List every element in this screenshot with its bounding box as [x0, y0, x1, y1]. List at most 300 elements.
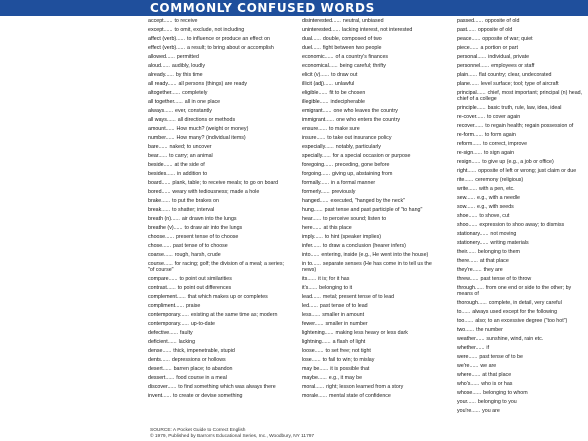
word-entry: reform...... to correct, improve [457, 141, 528, 148]
entry-definition: barren place; to abandon [173, 366, 233, 373]
entry-definition: e.g., with seeds [476, 204, 514, 211]
entry-definition: always used except for the following [472, 309, 558, 316]
entry-word: affect (verb) [148, 36, 177, 42]
entry-definition: to take out insurance policy [327, 135, 392, 141]
entry-definition: fight between two people [322, 45, 382, 51]
entry-word: rite [457, 177, 465, 184]
entry-definition: all persons (things) are ready [178, 81, 248, 87]
entry-definition: to omit, exclude, not including [174, 27, 245, 33]
entry-word: may be [302, 366, 320, 373]
entry-word: threw [457, 276, 470, 283]
entry-definition: to point out differences [177, 285, 232, 292]
entry-word: write [457, 186, 469, 193]
entry-word: contemporary [148, 321, 180, 328]
entry-word: elicit (v) [302, 72, 321, 78]
word-entry: plane...... level surface; tool; type of aircraft [457, 81, 559, 87]
word-entry: who's...... who is or has [457, 381, 513, 388]
entry-definition: of a country's finances [335, 54, 389, 60]
entry-word: principal [457, 90, 477, 96]
entry-definition: belonging to you [477, 399, 517, 406]
entry-word: it's [302, 285, 309, 292]
word-entry: discover...... to find something which was always there [148, 384, 276, 391]
word-entry: morale...... mental state of confidence [302, 393, 391, 400]
entry-word: personal [457, 54, 478, 60]
entry-definition: making less heavy or less dark [335, 330, 408, 337]
word-entry: coarse...... rough, harsh, crude [148, 252, 221, 258]
word-entry: shoo...... expression to shoo away; to dismiss [457, 222, 565, 229]
entry-definition: to receive [174, 18, 198, 24]
word-entry: accept...... to receive [148, 18, 198, 24]
word-entry: disinterested...... neutral, unbiased [302, 18, 384, 24]
entry-word: altogether [148, 90, 172, 96]
entry-word: lead [302, 294, 313, 301]
entry-definition: metal; present tense of to lead [322, 294, 395, 301]
word-entry: less...... smaller in amount [302, 312, 365, 319]
entry-definition: at that place [482, 372, 512, 379]
entry-definition: entering, inside (e.g., He went into the house) [321, 252, 429, 258]
entry-word: invent [148, 393, 163, 400]
entry-word: bored [148, 189, 162, 195]
entry-word: led [302, 303, 310, 310]
word-entry: duel...... fight between two people [302, 45, 382, 51]
entry-word: illicit (adj) [302, 81, 325, 87]
entry-definition: past tense of to be [479, 354, 523, 361]
word-entry: thorough...... complete, in detail, very careful [457, 300, 562, 307]
entry-definition: not moving [490, 231, 517, 238]
entry-word: all together [148, 99, 174, 105]
word-entry: were...... past tense of to be [457, 354, 523, 361]
entry-word: imply [302, 234, 314, 240]
entry-definition: in a formal manner [331, 180, 376, 186]
column-3 [457, 18, 585, 417]
entry-definition: a flash of light [332, 339, 366, 346]
entry-definition: a portion or part [480, 45, 518, 51]
entry-definition: How many? (individual items) [176, 135, 246, 141]
entry-definition: naked; to uncover [169, 144, 212, 150]
entry-definition: lacking interest, not interested [342, 27, 413, 33]
entry-word: course [148, 261, 164, 267]
word-entry: all ways...... all directions or methods [148, 117, 236, 123]
entry-definition: to make sure [329, 126, 360, 132]
word-entry: piece...... a portion or part [457, 45, 518, 51]
entry-definition: belonging to them [477, 249, 520, 256]
word-entry: stationery...... writing materials [457, 240, 529, 247]
entry-definition: ever, constantly [175, 108, 212, 114]
word-entry: breath (n)...... air drawn into the lungs [148, 216, 237, 222]
entry-definition: in addition to [177, 171, 208, 177]
word-entry: re-cover...... to cover again [457, 114, 521, 121]
entry-word: in to [302, 261, 313, 267]
word-entry: defective...... faulty [148, 330, 193, 337]
entry-definition: unlawful [334, 81, 355, 87]
word-entry: re-form...... to form again [457, 132, 516, 139]
entry-definition: chief, most important; principal (n) head, chief of a college [457, 90, 583, 103]
entry-word: re-cover [457, 114, 477, 121]
entry-word: economic [302, 54, 325, 60]
word-entry: insure...... to take out insurance policy [302, 135, 392, 141]
entry-definition: that which makes up or completes [187, 294, 268, 301]
word-entry: peace...... opposite of war; quiet [457, 36, 533, 42]
entry-word: defective [148, 330, 170, 337]
entry-definition: writing materials [490, 240, 529, 247]
entry-word: moral [302, 384, 316, 391]
entry-word: compare [148, 276, 169, 283]
entry-word: compliment [148, 303, 176, 310]
entry-word: sow [457, 204, 467, 211]
word-entry: infer...... to draw a conclusion (hearer infers) [302, 243, 406, 249]
entry-definition: thick, impenetrable, stupid [173, 348, 235, 355]
word-entry: hear...... to perceive sound; listen to [302, 216, 387, 222]
word-entry: economical...... being careful; thrifty [302, 63, 386, 69]
entry-definition: to perceive sound; listen to [323, 216, 387, 222]
word-entry: lead...... metal; present tense of to lead [302, 294, 395, 301]
word-entry: compare...... to point out similarities [148, 276, 232, 283]
word-entry: especially...... notably, particularly [302, 144, 381, 150]
entry-definition: audibly, loudly [171, 63, 205, 69]
entry-word: effect (verb) [148, 45, 177, 51]
entry-definition: with a pen, etc. [479, 186, 515, 193]
entry-definition: sunshine, wind, rain etc. [486, 336, 544, 343]
entry-definition: to correct, improve [483, 141, 528, 148]
word-entry: aloud...... audibly, loudly [148, 63, 205, 69]
entry-definition: for racing; golf; the division of a meal; a series; "of course" [148, 261, 284, 274]
entry-definition: level surface; tool; type of aircraft [480, 81, 559, 87]
entry-word: always [148, 108, 165, 114]
word-entry: they're...... they are [457, 267, 503, 274]
entry-word: already [148, 72, 165, 78]
entry-definition: right; lesson learned from a story [326, 384, 404, 391]
entry-definition: permitted [176, 54, 199, 60]
entry-definition: to hint (speaker implies) [324, 234, 382, 240]
entry-word: formerly [302, 189, 321, 195]
word-entry: choose...... present tense of to choose [148, 234, 239, 240]
entry-definition: complete, in detail, very careful [488, 300, 562, 307]
source-footer [150, 428, 580, 439]
entry-word: shoe [457, 213, 469, 220]
entry-definition: indecipherable [330, 99, 365, 105]
word-entry: threw...... past tense of to throw [457, 276, 532, 283]
word-entry: through...... from one end or side to the other; by means of [457, 285, 572, 298]
entry-word: past [457, 27, 468, 33]
entry-word: number [148, 135, 166, 141]
word-entry: here...... at this place [302, 225, 352, 231]
word-entry: contemporary...... existing at the same time as; modern [148, 312, 278, 319]
entry-word: too [457, 318, 465, 325]
entry-word: two [457, 327, 466, 334]
word-entry: breathe (v)...... to draw air into the lungs [148, 225, 243, 231]
entry-word: lightening [302, 330, 325, 337]
entry-word: disinterested [302, 18, 333, 24]
word-entry: except...... to omit, exclude, not including [148, 27, 245, 33]
entry-word: they're [457, 267, 473, 274]
word-entry: sow...... e.g., with seeds [457, 204, 514, 211]
footer-copyright: © 1979, Published by Barron's Educational Series, Inc., Woodbury, NY 11797 [150, 433, 315, 439]
word-entry: shoe...... to shove, cut [457, 213, 510, 220]
word-entry: besides...... in addition to [148, 171, 208, 177]
word-entry: affect (verb)...... to influence or produce an effect on [148, 36, 270, 42]
entry-definition: by this time [175, 72, 203, 78]
entry-word: desert [148, 366, 163, 373]
word-entry: weather...... sunshine, wind, rain etc. [457, 336, 544, 343]
entry-definition: food course in a meal [176, 375, 227, 382]
entry-word: thorough [457, 300, 478, 307]
entry-definition: completely [182, 90, 208, 96]
word-entry: principle...... basic truth, rule, law, idea, ideal [457, 105, 562, 112]
entry-word: to [457, 309, 462, 316]
entry-word: contrast [148, 285, 167, 292]
word-entry: formerly...... previously [302, 189, 356, 195]
entry-definition: separate senses (He has come in to tell us the news) [302, 261, 432, 274]
entry-definition: e.g., with a needle [476, 195, 520, 202]
entry-word: uninterested [302, 27, 332, 33]
entry-word: aloud [148, 63, 161, 69]
entry-word: re-sign [457, 150, 474, 157]
entry-word: weather [457, 336, 476, 343]
entry-word: right [457, 168, 468, 175]
word-entry: there...... at that place [457, 258, 509, 265]
entry-word: maybe [302, 375, 318, 382]
word-entry: altogether...... completely [148, 90, 208, 96]
entry-word: complement [148, 294, 177, 301]
word-entry: lightening...... making less heavy or less dark [302, 330, 408, 337]
entry-word: your [457, 399, 468, 406]
word-entry: personnel...... employees or staff [457, 63, 535, 69]
word-entry: too...... also; to an excessive degree ("too hot") [457, 318, 568, 325]
entry-word: eligible [302, 90, 319, 96]
word-entry: invent...... to create or devise something [148, 393, 243, 400]
word-entry: dessert...... food course in a meal [148, 375, 227, 382]
entry-word: hear [302, 216, 313, 222]
entry-definition: expression to shoo away; to dismiss [479, 222, 565, 229]
word-entry: your...... belonging to you [457, 399, 517, 406]
entry-definition: previously [331, 189, 356, 195]
entry-definition: to find something which was always there [178, 384, 276, 391]
entry-definition: it is; for it has [318, 276, 350, 283]
entry-definition: if [486, 345, 490, 352]
entry-word: sew [457, 195, 467, 202]
entry-definition: lacking [178, 339, 196, 346]
word-entry: two...... the number [457, 327, 503, 334]
entry-definition: to carry; an animal [169, 153, 213, 159]
entry-definition: fit to be chosen [329, 90, 366, 96]
entry-definition: a result; to bring about or accomplish [187, 45, 274, 51]
entry-definition: notably, particularly [335, 144, 381, 150]
entry-word: insure [302, 135, 317, 141]
entry-word: dents [148, 357, 161, 364]
word-entry: lightning...... a flash of light [302, 339, 366, 346]
entry-word: plane [457, 81, 470, 87]
word-entry: in to...... separate senses (He has come in to tell us the news) [302, 261, 432, 274]
entry-word: bare [148, 144, 159, 150]
entry-word: into [302, 252, 311, 258]
entry-word: beside [148, 162, 164, 168]
word-entry: brake...... to put the brakes on [148, 198, 219, 204]
entry-word: whose [457, 390, 473, 397]
entry-word: hung [302, 207, 314, 213]
word-entry: hanged...... executed, "hanged by the neck" [302, 198, 405, 204]
entry-definition: they are [483, 267, 503, 274]
entry-word: infer [302, 243, 313, 249]
word-entry: personal...... individual, private [457, 54, 530, 60]
entry-definition: one who enters the country [336, 117, 401, 123]
word-entry: dents...... depressions or hollows [148, 357, 226, 364]
word-entry: foregoing...... preceding, gone before [302, 162, 390, 168]
word-entry: economic...... of a country's finances [302, 54, 389, 60]
entry-word: whether [457, 345, 476, 352]
word-entry: sew...... e.g., with a needle [457, 195, 520, 202]
entry-word: fewer [302, 321, 315, 328]
word-entry: complement...... that which makes up or completes [148, 294, 268, 301]
entry-word: hanged [302, 198, 320, 204]
entry-definition: to shove, cut [479, 213, 510, 220]
word-entry: passed...... opposite of old [457, 18, 520, 24]
word-entry: always...... ever, constantly [148, 108, 212, 114]
word-entry: past...... opposite of old [457, 27, 513, 33]
entry-definition: employees or staff [491, 63, 535, 69]
word-entry: rite...... ceremony (religious) [457, 177, 524, 184]
entry-definition: at that place [479, 258, 509, 265]
entry-word: morale [302, 393, 319, 400]
entry-word: foregoing [302, 162, 325, 168]
entry-word: there [457, 258, 470, 265]
entry-word: all ready [148, 81, 168, 87]
entry-definition: to influence or produce an effect on [187, 36, 270, 42]
word-entry: illegible...... indecipherable [302, 99, 365, 105]
word-entry: illicit (adj)...... unlawful [302, 81, 355, 87]
entry-word: illegible [302, 99, 320, 105]
entry-definition: who is or has [481, 381, 513, 388]
entry-definition: past tense of to lead [319, 303, 368, 310]
entry-definition: up-to-date [190, 321, 215, 328]
entry-definition: existing at the same time as; modern [190, 312, 278, 319]
word-entry: emigrant...... one who leaves the country [302, 108, 398, 114]
entry-word: immigrant [302, 117, 326, 123]
entry-word: board [148, 180, 162, 186]
word-entry: stationary...... not moving [457, 231, 517, 238]
entry-definition: mental state of confidence [329, 393, 391, 400]
entry-definition: all in one place [184, 99, 221, 105]
entry-definition: at this place [323, 225, 352, 231]
word-entry: principal...... chief, most important; principal (n) head, chief of a college [457, 90, 583, 103]
column-2 [302, 18, 442, 402]
entry-definition: to draw out [331, 72, 358, 78]
word-entry: bear...... to carry; an animal [148, 153, 213, 159]
entry-word: economical [302, 63, 329, 69]
entry-definition: to set free; not tight [325, 348, 371, 355]
entry-word: bear [148, 153, 159, 159]
entry-definition: you are [482, 408, 500, 415]
entry-word: passed [457, 18, 475, 24]
entry-word: allowed [148, 54, 166, 60]
entry-definition: plank, table; to receive meals; to go on board [172, 180, 279, 186]
word-entry: loose...... to set free; not tight [302, 348, 371, 355]
word-entry: amount...... How much? (weight or money) [148, 126, 249, 132]
entry-definition: to give up (e.g., a job or office) [482, 159, 554, 166]
entry-definition: executed, "hanged by the neck" [330, 198, 405, 204]
entry-word: shoo [457, 222, 469, 229]
word-entry: lose...... to fail to win; to mislay [302, 357, 375, 364]
word-entry: dense...... thick, impenetrable, stupid [148, 348, 235, 355]
entry-definition: all directions or methods [177, 117, 236, 123]
entry-word: especially [302, 144, 325, 150]
entry-word: specially [302, 153, 322, 159]
entry-definition: also; to an excessive degree ("too hot") [475, 318, 568, 325]
entry-definition: to fail to win; to mislay [322, 357, 375, 364]
entry-word: stationary [457, 231, 480, 238]
entry-definition: preceding, gone before [334, 162, 390, 168]
word-entry: moral...... right; lesson learned from a story [302, 384, 404, 391]
word-entry: may be...... it is possible that [302, 366, 370, 373]
entry-word: break [148, 207, 162, 213]
entry-definition: past tense and past participle of "to hang" [324, 207, 423, 213]
word-entry: into...... entering, inside (e.g., He went into the house) [302, 252, 429, 258]
footer-source: SOURCE: A Pocket Guide to Correct English [150, 428, 246, 433]
entry-word: emigrant [302, 108, 323, 114]
entry-definition: individual, private [488, 54, 530, 60]
word-entry: allowed...... permitted [148, 54, 199, 60]
entry-word: breathe (v) [148, 225, 174, 231]
entry-definition: depressions or hollows [171, 357, 226, 364]
entry-definition: basic truth, rule, law, idea, ideal [487, 105, 562, 112]
entry-word: reform [457, 141, 473, 148]
column-1 [148, 18, 288, 402]
entry-definition: for a special occasion or purpose [332, 153, 411, 159]
word-entry: eligible...... fit to be chosen [302, 90, 366, 96]
entry-definition: to form again [484, 132, 516, 139]
word-entry: all ready...... all persons (things) are ready [148, 81, 248, 87]
word-entry: bored...... weary with tediousness; made a hole [148, 189, 260, 195]
entry-definition: giving up, abstaining from [332, 171, 393, 177]
entry-word: chose [148, 243, 163, 249]
entry-definition: it is possible that [330, 366, 370, 373]
entry-definition: to create or devise something [172, 393, 243, 400]
word-entry: their...... belonging to them [457, 249, 520, 256]
entry-word: where [457, 372, 472, 379]
entry-word: were [457, 354, 469, 361]
entry-word: forgoing [302, 171, 322, 177]
word-entry: immigrant...... one who enters the country [302, 117, 401, 123]
word-entry: number...... How many? (individual items) [148, 135, 246, 141]
word-entry: recover...... to regain health; regain possession of [457, 123, 574, 130]
word-entry: beside...... at the side of [148, 162, 205, 168]
entry-word: stationery [457, 240, 480, 247]
entry-word: peace [457, 36, 472, 42]
entry-word: choose [148, 234, 166, 240]
word-entry: hung...... past tense and past participle of "to hang" [302, 207, 423, 213]
word-entry: led...... past tense of to lead [302, 303, 368, 310]
entry-definition: past tense of to throw [480, 276, 532, 283]
word-entry: plain...... flat country; clear, undecorated [457, 72, 552, 78]
entry-word: here [302, 225, 313, 231]
entry-definition: to point out similarities [179, 276, 232, 283]
word-entry: effect (verb)...... a result; to bring about or accomplish [148, 45, 274, 51]
entry-definition: praise [185, 303, 201, 310]
word-entry: bare...... naked; to uncover [148, 144, 212, 150]
word-entry: elicit (v)...... to draw out [302, 72, 358, 78]
entry-definition: opposite of old [477, 27, 513, 33]
word-entry: chose...... past tense of to choose [148, 243, 228, 249]
entry-word: dessert [148, 375, 166, 382]
word-entry: compliment...... praise [148, 303, 201, 310]
word-entry: its...... it is; for it has [302, 276, 350, 283]
entry-definition: air drawn into the lungs [181, 216, 237, 222]
entry-word: plain [457, 72, 469, 78]
entry-definition: being careful; thrifty [339, 63, 386, 69]
word-entry: contemporary...... up-to-date [148, 321, 215, 328]
word-entry: desert...... barren place; to abandon [148, 366, 233, 373]
entry-definition: opposite of war; quiet [482, 36, 533, 42]
entry-definition: flat country; clear, undecorated [479, 72, 552, 78]
